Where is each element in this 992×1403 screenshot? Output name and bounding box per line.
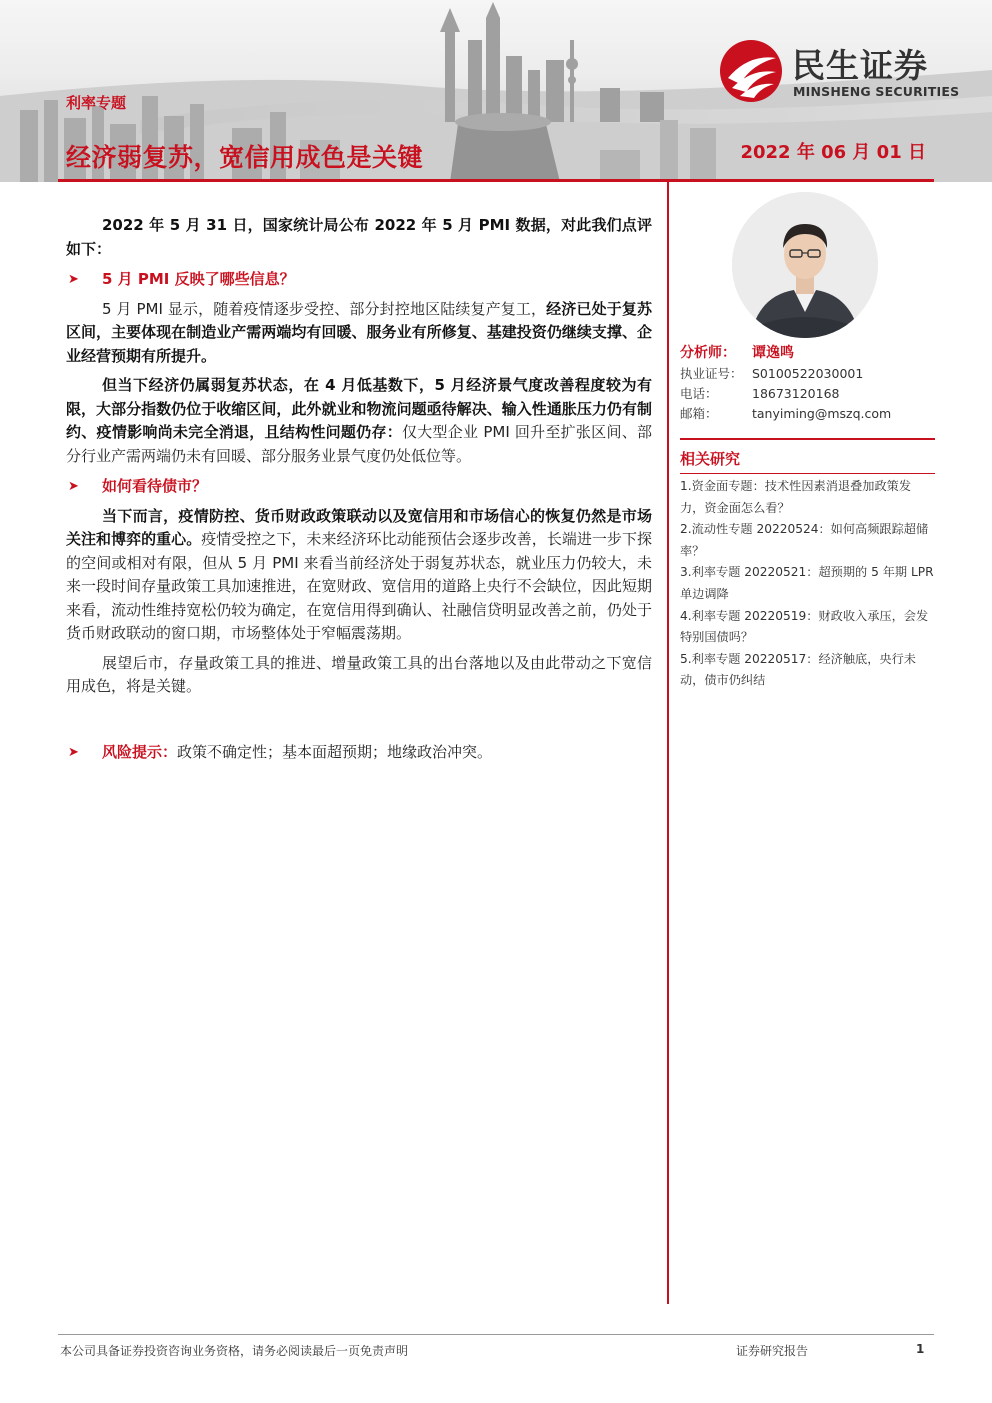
paragraph-weak-recovery bbox=[66, 374, 652, 468]
paragraph-emphasis: 但当下经济仍属弱复苏状态，在 4 月低基数下，5 月经济景气度改善程度较为有限，大部分指数仍位于收缩区间，此外就业和物流问题亟待解决、输入性通胀压力仍有制约、疫情影响尚未完全消退，且结构性问题仍存： bbox=[66, 376, 652, 441]
paragraph-text: 疫情受控之下，未来经济环比动能预估会逐步改善，长端进一步下探的空间或相对有限，但从 5 月 PMI 来看当前经济处于弱复苏状态，就业压力仍较大，未来一段时间存量政策工具加速推进，在宽财政、宽信用的道路上央行不会缺位，因此短期来看，流动性维持宽松仍较为确定，在宽信用得到确认、社融信贷明显改善之前，仍处于货币财政联动的窗口期，市场整体处于窄幅震荡期。 bbox=[66, 530, 652, 642]
related-research-item[interactable]: 4.利率专题 20220519：财政收入承压，会发特别国债吗？ bbox=[680, 608, 929, 645]
paragraph-emphasis: 当下而言，疫情防控、货币财政政策联动以及宽信用和市场信心的恢复仍然是市场关注和博弈的重心。 bbox=[66, 506, 652, 548]
report-title: 经济弱复苏，宽信用成色是关键 bbox=[66, 143, 424, 172]
analyst-name-row bbox=[680, 342, 935, 364]
paragraph-emphasis: 经济已处于复苏区间，主要体现在制造业产需两端均有回暖、服务业有所修复、基建投资仍继续支撑、企业经营预期有所提升。 bbox=[66, 299, 652, 365]
related-research-item[interactable]: 1.资金面专题：技术性因素消退叠加政策发力，资金面怎么看？ bbox=[680, 479, 912, 515]
main-column bbox=[66, 214, 652, 764]
email-label: 邮箱： bbox=[680, 406, 718, 421]
phone-row bbox=[680, 384, 935, 404]
paragraph-pmi-summary bbox=[66, 298, 652, 369]
risk-title: 风险提示： bbox=[102, 742, 178, 761]
related-research-item[interactable]: 5.利率专题 20220517：经济触底，央行未动，债市仍纠结 bbox=[680, 651, 916, 688]
related-research-title: 相关研究 bbox=[680, 450, 741, 468]
related-research-item[interactable]: 3.利率专题 20220521：超预期的 5 年期 LPR 单边调降 bbox=[680, 565, 934, 601]
risk-text: 政策不确定性；基本面超预期；地缘政治冲突。 bbox=[177, 742, 493, 761]
section-heading-bond-market bbox=[66, 475, 652, 499]
email-address[interactable]: tanyiming@mszq.com bbox=[752, 406, 892, 421]
email-row bbox=[680, 404, 935, 424]
related-research-list bbox=[680, 476, 935, 692]
chevron-right-icon: ➤ bbox=[68, 479, 79, 494]
phone-number: 18673120168 bbox=[752, 386, 840, 401]
license-number: S0100522030001 bbox=[752, 366, 864, 381]
chevron-right-icon: ➤ bbox=[68, 272, 79, 287]
analyst-label: 分析师： bbox=[680, 345, 736, 361]
side-rule bbox=[680, 438, 935, 440]
report-category-tag: 利率专题 bbox=[66, 94, 127, 112]
license-row bbox=[680, 364, 935, 384]
related-research-item[interactable]: 2.流动性专题 20220524：如何高频跟踪超储率？ bbox=[680, 522, 929, 558]
footer-rule bbox=[58, 1334, 934, 1335]
analyst-info bbox=[680, 342, 935, 424]
related-rule bbox=[680, 473, 935, 474]
minsheng-logo-icon bbox=[718, 38, 784, 104]
minsheng-logo bbox=[718, 38, 968, 104]
chevron-right-icon: ➤ bbox=[68, 744, 79, 760]
paragraph-outlook bbox=[66, 652, 652, 699]
report-date: 2022 年 06 月 01 日 bbox=[740, 142, 926, 163]
section-title: 如何看待债市？ bbox=[102, 477, 208, 495]
risk-warning bbox=[66, 741, 652, 765]
header-rule bbox=[58, 179, 934, 182]
page-number: 1 bbox=[916, 1342, 925, 1356]
column-divider bbox=[667, 182, 669, 1304]
section-title: 5 月 PMI 反映了哪些信息？ bbox=[102, 270, 295, 288]
logo-chinese-name: 民生证券 bbox=[792, 46, 928, 85]
license-label: 执业证号： bbox=[680, 366, 743, 381]
logo-english-name: MINSHENG SECURITIES bbox=[793, 84, 960, 99]
footer-doc-type: 证券研究报告 bbox=[736, 1344, 809, 1358]
paragraph-text: 展望后市，存量政策工具的推进、增量政策工具的出台落地以及由此带动之下宽信用成色，将是关键。 bbox=[66, 653, 652, 695]
paragraph-bond-view bbox=[66, 505, 652, 646]
section-heading-pmi bbox=[66, 268, 652, 292]
analyst-photo bbox=[732, 192, 878, 338]
phone-label: 电话： bbox=[680, 386, 718, 401]
analyst-name: 谭逸鸣 bbox=[752, 345, 794, 361]
paragraph-text: 仅大型企业 PMI 回升至扩张区间、部分行业产需两端仍未有回暖、部分服务业景气度仍处低位等。 bbox=[66, 423, 652, 465]
analyst-portrait-image bbox=[732, 192, 878, 338]
header-banner bbox=[0, 0, 992, 182]
intro-text: 2022 年 5 月 31 日，国家统计局公布 2022 年 5 月 PMI 数据，对此我们点评如下： bbox=[66, 216, 652, 258]
intro-paragraph bbox=[66, 214, 652, 261]
footer-disclaimer: 本公司具备证券投资咨询业务资格，请务必阅读最后一页免责声明 bbox=[60, 1344, 409, 1358]
paragraph-text: 5 月 PMI 显示，随着疫情逐步受控、部分封控地区陆续复产复工， bbox=[102, 299, 547, 318]
